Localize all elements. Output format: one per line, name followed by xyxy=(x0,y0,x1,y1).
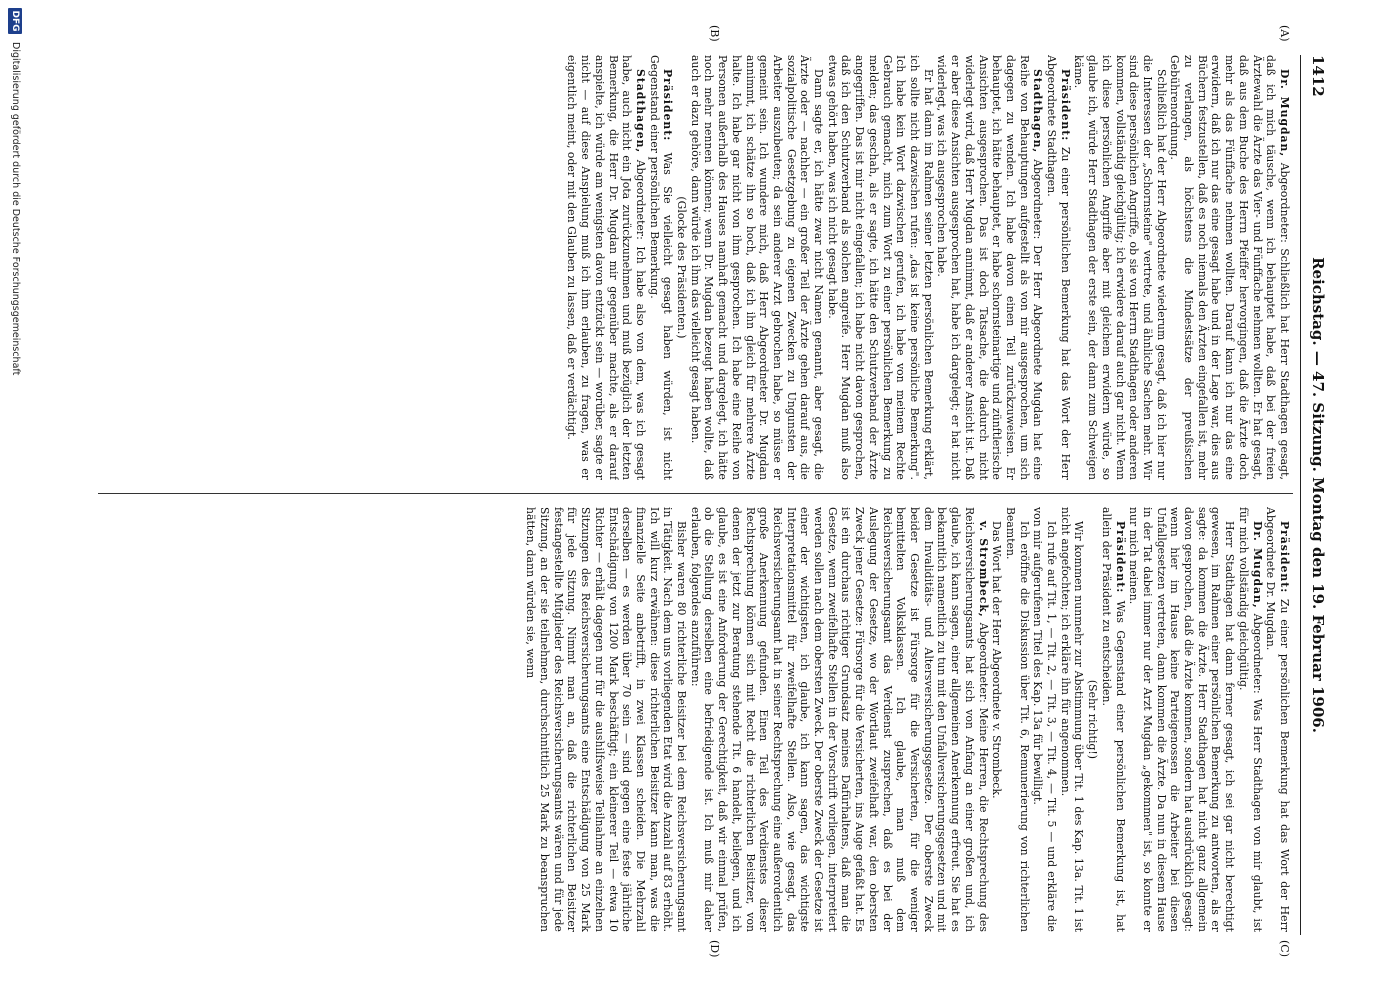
margin-marker-a: (A) xyxy=(1278,25,1291,42)
speaker-name: Präsident: xyxy=(1278,521,1291,594)
paragraph: Wir kommen nunmehr zur Abstimmung über Tit. 1 des Kap. 13a. Tit. 1 ist nicht angefochten; ich erkläre ihn für angenommen. xyxy=(1058,507,1086,932)
paragraph: Dann sagte er, ich hätte zwar nicht Namen genannt, aber gesagt, die Ärzte oder — nachher — ein großer Teil der Ärzte gehen darauf aus, die sozialpolitische Gesetzgebung zu eigenen Zwecken zu Ungunsten der Arbeiter auszubeuten; da sein anderer Arzt gebrochen habe, so müsse er gemeint sein. Ich wundere mich, daß Herr Abgeordneter Dr. Mugdan annimmt, ich schätze ihn so hoch, daß ich ihn gleich für mehrere Ärzte halte. Ich habe gar nicht von ihm gesprochen. Ich habe eine Reihe von Personen außerhalb des Hauses namhaft gemacht und dargelegt, ich hätte noch mehr nennen können; wenn Dr. Mugdan bezeugt haben wollte, daß auch er dazu gehöre, dann würde ich ihm das vielleicht gesagt haben. xyxy=(688,55,826,480)
page-header xyxy=(1301,55,1331,935)
speaker-name: Dr. Mugdan, xyxy=(1250,521,1264,609)
speaker-name: Stadthagen, xyxy=(633,69,647,154)
header-rule xyxy=(1300,55,1301,935)
paragraph-text: Zu einer persönlichen Bemerkung hat das Wort der Herr Abgeordnete Stadthagen. xyxy=(1045,55,1072,480)
speaker-name: Präsident: xyxy=(661,69,675,142)
paragraph xyxy=(1264,507,1291,932)
paragraph xyxy=(1044,55,1071,480)
document-page xyxy=(86,25,1331,958)
speaker-name: Präsident: xyxy=(1058,69,1072,142)
speaker-name: Stadthagen, xyxy=(1031,69,1045,154)
margin-marker-d: (D) xyxy=(708,940,721,958)
paragraph: Das Wort hat der Herr Abgeordnete v. Strombeck. xyxy=(990,521,1004,799)
paragraph: Bisher waren 80 richterliche Beisitzer bei dem Reichsversicherungsamt in Tätigkeit. Nach dem uns vorliegenden Etat wird die Anzahl auf 83 erhöht. Ich will kurz erwähnen: diese richterlichen Beisitzer kann man, was die finanzielle Seite anbetrifft, in zwei Klassen scheiden. Die Mehrzahl derselben — es werden über 70 sein — sind gegen eine feste jährliche Entschädigung von 1200 Mark beschäftigt; ein kleinerer Teil — etwa 10 Richter — erhält dagegen nur für die aushilfsweise Teilnahme an einzelnen Sitzungen des Reichsversicherungsamts eine Entschädigung von 25 Mark für jede Sitzung. Nimmt man an, daß die richterlichen Beisitzer festangestellte Mitglieder des Reichsversicherungsamts wären und für jede Sitzung, an der sie teilnehmen, durchschnittlich 25 Mark zu beanspruchen hätten, dann würden sie, wenn xyxy=(524,507,689,932)
paragraph-text: Was Gegenstand einer persönlichen Bemerkung ist, hat allein der Präsident zu entscheiden. xyxy=(1099,507,1127,932)
paragraph: Herr Stadthagen hat dann ferner gesagt, ich sei gar nicht berechtigt gewesen, im Rahmen einer persönlichen Bemerkung zu antworten, als er sagte: da kommen die Ärzte. Herr Stadthagen hat nicht ganz allgemein davon gesprochen, daß die Ärzte kommen, sondern hat ausdrücklich gesagt: wenn hier im Hause keine Parteigenossen die Arbeiter bei diesen Unfallgesetzen vertreten, dann kommen die Ärzte. Da nun in diesem Hause in der Tat dabei immer nur der Arzt Mugdan „gekommen" ist, so konnte er nur mich meinen. xyxy=(1127,507,1237,932)
page-number: 1412 xyxy=(1309,55,1327,97)
paragraph xyxy=(688,507,989,932)
paragraph xyxy=(1236,507,1263,932)
paragraph-text: Abgeordneter: Schließlich hat Herr Stadthagen gesagt, daß ich mich täusche, wenn ich behauptet habe, daß bei der freien Ärztewahl die Ärzte das Vier- und Fünffache nehmen wollten. Er hat gesagt, daß aus dem Buche des Herrn Pfeiffer hervorgingen, daß die Ärzte doch mehr als das Fünffache nehmen wollten. Darauf kann ich nur das eine erwidern, daß ich nur das eine gesagt habe und in der Lage war, dies aus Büchern festzustellen, daß es noch niemals den Ärzten eingefallen ist, mehr zu verlangen, als höchstens die Mindestsätze der preußischen Gebührenordnung. xyxy=(1168,55,1291,480)
left-column xyxy=(101,55,1291,480)
stage-direction: (Sehr richtig!) xyxy=(1086,679,1100,760)
right-column xyxy=(101,507,1291,932)
paragraph: Er hat dann im Rahmen seiner letzten persönlichen Bemerkung erklärt, ich sollte nicht dazwischen rufen: „das ist keine persönliche Bemerkung". Ich habe kein Wort dazwischen gerufen, ich habe von meinem Rechte Gebrauch gemacht, mich zum Wort zu einer persönlichen Bemerkung zu melden; das geschah, als er sagte, ich hätte den Schutzverband der Ärzte angegriffen. Das ist mir nicht eingefallen; ich habe nicht davon gesprochen, daß ich den Schutzverband als solchen angreife. Herr Mugdan muß also etwas gehört haben, was ich nicht gesagt habe. xyxy=(825,55,935,480)
paragraph: Schließlich hat der Herr Abgeordnete wiederum gesagt, daß ich hier nur die Interessen der „Schornsteine" vertrete, und ähnliche Sachen mehr. Wir sind diese persönlichen Angriffe, ob sie von Herrn Stadthagen oder anderen kommen, vollständig gleichgültig; ich erwidere darauf auch gar nicht. Wenn ich diese persönlichen Angriffe aber mit gleichem erwidern würde, so glaube ich, würde Herr Stadthagen der erste sein, der dann zum Schweigen käme. xyxy=(1072,55,1168,480)
paragraph xyxy=(565,55,647,480)
column-divider xyxy=(98,493,1293,494)
margin-marker-c: (C) xyxy=(1278,940,1291,957)
paragraph-text: Zu einer persönlichen Bemerkung hat das Wort der Herr Abgeordnete Dr. Mugdan. xyxy=(1264,507,1291,932)
digitization-footer xyxy=(6,0,22,1000)
speaker-name: Dr. Mugdan, xyxy=(1278,69,1291,158)
speaker-name: v. Strombeck, xyxy=(976,521,990,618)
paragraph xyxy=(1168,55,1291,480)
stage-direction: (Glocke des Präsidenten.) xyxy=(675,196,689,339)
paragraph: Ich rufe auf Tit. 1, — Tit. 2, — Tit. 3, — Tit. 4, — Tit. 5 — und erkläre die von mir aufgerufenen Titel des Kap. 13a für bewilligt. xyxy=(1031,507,1059,932)
paragraph-text: Abgeordneter: Meine Herren, die Rechtsprechung des Reichsversicherungsamts hat sich von Anfang an einer großen und, ich glaube, ich kann sagen, einer allgemeinen Anerkennung erfreut. Sie hat es bekanntlich namentlich zu tun mit den Unfallversicherungsgesetzen und mit dem Invaliditäts- und Altersversicherungsgesetze. Der oberste Zweck beider Gesetze ist Fürsorge für die Versicherten, für die weniger bemittelten Volksklassen. Ich glaube, man muß dem Reichsversicherungsamt das Verdienst zusprechen, daß es bei der Auslegung der Gesetze, wo der Wortlaut zweifelhaft war, den obersten Zweck jener Gesetze: Fürsorge für die Versicherten, ins Auge gefaßt hat. Es ist ein durchaus richtiger Grundsatz meines Dafürhaltens, daß man die Gesetze, wenn zweifelhafte Stellen in der Vorschrift vorliegen, interpretiert werden sollen nach dem obersten Zweck. Der oberste Zweck der Gesetze ist einer der wichtigsten, ich glaube, ich kann sagen, das wichtigste Interpretationsmittel für zweifelhafte Stellen. Also, wie gesagt, das Reichsversicherungsamt hat in seiner Rechtsprechung eine außerordentlich große Anerkennung gefunden. Einen Teil des Verdienstes dieser Rechtsprechung können sich mit Recht die richterlichen Beisitzer, von denen der jetzt zur Beratung stehende Tit. 6 handelt, beilegen, und ich glaube, es ist eine Anforderung der Gerechtigkeit, daß wir einmal prüfen, ob die Stellung derselben eine befriedigende ist. Ich muß mir daher erlauben, folgendes anzuführen: xyxy=(688,507,990,932)
speaker-name: Präsident: xyxy=(1113,521,1127,594)
paragraph-text: Abgeordneter: Der Herr Abgeordnete Mugdan hat eine Reihe von Behauptungen aufgestellt als von mir ausgesprochen, um sich dagegen zu wenden. Ich habe davon einen Teil zurückzuweisen. Er behauptet, ich hätte behauptet, er habe schornsteinartige und zünftlerische Ansichten ausgesprochen. Das ist doch Tatsache, die dadurch nicht widerlegt wird, daß Herr Mugdan annimmt, daß er anderer Ansicht ist. Daß er aber diese Ansichten ausgesprochen hat, habe ich dargelegt; er hat nicht widerlegt, was ich ausgesprochen habe. xyxy=(935,55,1045,480)
paragraph xyxy=(1099,507,1126,932)
paragraph-text: Abgeordneter: Ich habe also von dem, was ich gesagt habe, auch nicht ein Jota zurückzunehmen und muß bezüglich der letzten Bemerkung, die Herr Dr. Mugdan mir gegenüber machte, als er darauf anspielte, ich würde am wenigsten davon entzückt sein — worüber, sagte er nicht — auf diese Anspielung muß ich ihm erlauben, zu fragen, was er eigentlich meint, oder mit den Glauben zu lassen, daß er verdächtigt. xyxy=(565,55,647,480)
paragraph-text: Abgeordneter: Was Herr Stadthagen von mir glaubt, ist für mich vollständig gleichgültig. xyxy=(1236,507,1264,932)
dfg-logo: DFG xyxy=(8,8,22,34)
paragraph xyxy=(935,55,1045,480)
paragraph xyxy=(647,55,674,480)
paragraph: Ich eröffne die Diskussion über Tit. 6, Remunerierung von richterlichen Beamten. xyxy=(1003,507,1031,932)
margin-marker-b: (B) xyxy=(708,25,721,42)
page-title: Reichstag. — 47. Sitzung. Montag den 19. Februar 1906. xyxy=(1309,257,1327,733)
digitization-credit: Digitalisierung gefördert durch die Deutsche Forschungsgemeinschaft xyxy=(10,42,21,376)
paragraph-text: Was Sie vielleicht gesagt haben würden, ist nicht Gegenstand einer persönlichen Bemerkung. xyxy=(647,55,675,480)
